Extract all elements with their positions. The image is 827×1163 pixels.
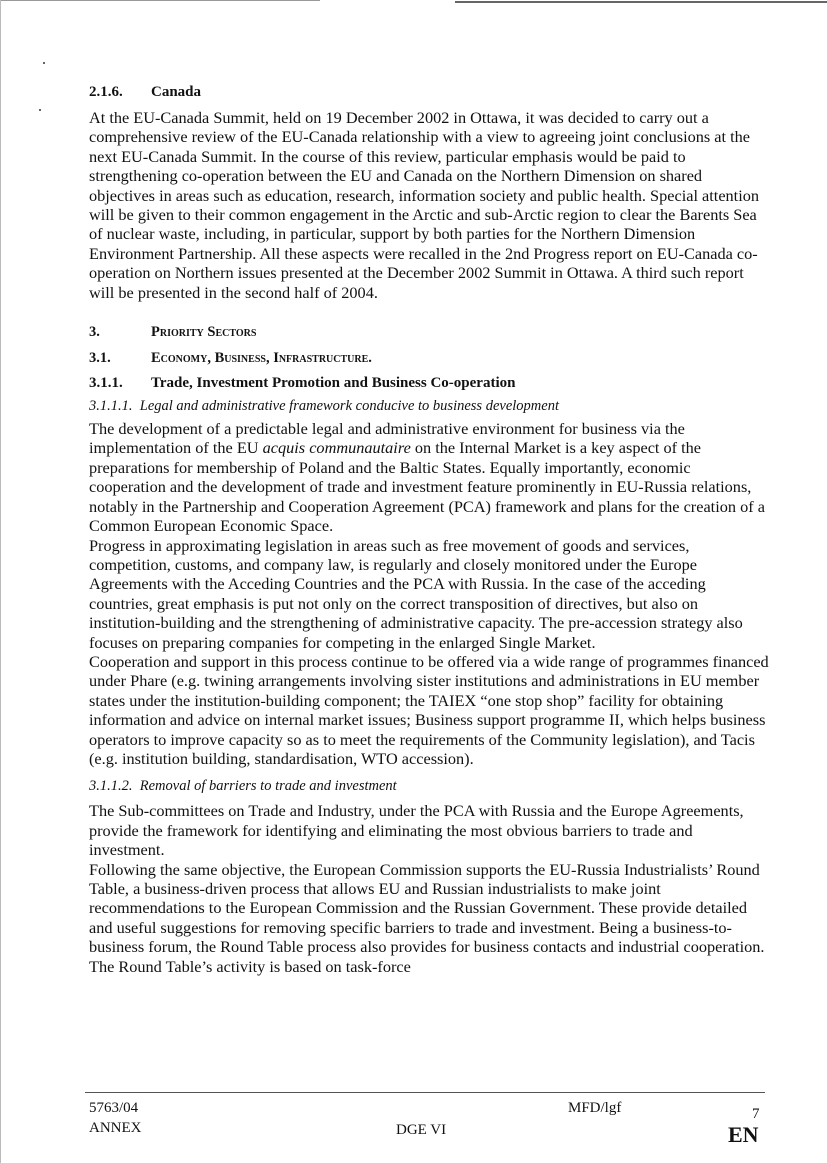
paragraph-legal-framework	[89, 419, 771, 535]
paragraph-text: The development of a predictable legal and administrative environment for business via the implementation of the EU	[89, 419, 685, 458]
heading-number: 3.	[89, 324, 100, 341]
heading-title: Economy, Business, Infrastructure.	[151, 350, 372, 367]
heading-3-1-1-2: 3.1.1.2. Removal of barriers to trade and investment	[89, 778, 397, 795]
footer-doc-number: 5763/04	[89, 1100, 139, 1116]
scan-line	[0, 0, 320, 1]
scan-line	[455, 1, 827, 3]
heading-number: 3.1.	[89, 350, 111, 367]
footer-page-number: 7	[752, 1106, 760, 1122]
latin-term: acquis communautaire	[262, 438, 411, 458]
heading-number: 3.1.1.	[89, 375, 123, 392]
paragraph-round-table: Following the same objective, the European Commission supports the EU-Russia Industrialists’ Round Table, a business-driven process that allows EU and Russian industrialists to make joint recommendations to the European Commission and the Russian Government. These provide detailed and useful suggestions for removing specific barriers to trade and investment. Being a business-to-business forum, the Round Table process also provides for business contacts and industrial cooperation. The Round Table’s activity is based on task-force	[89, 859, 765, 976]
footer-initials: MFD/lgf	[568, 1100, 622, 1116]
document-body	[89, 84, 771, 976]
heading-number: 2.1.6.	[89, 84, 123, 100]
footer-annex: ANNEX	[89, 1120, 142, 1136]
scan-top-edge	[0, 0, 827, 6]
heading-3-1-1-1: 3.1.1.1. Legal and administrative framework conducive to business development	[89, 398, 559, 415]
footer-rule	[85, 1092, 765, 1093]
scan-left-edge	[0, 0, 1, 1163]
paragraph-canada: At the EU-Canada Summit, held on 19 December 2002 in Ottawa, it was decided to carry out a comprehensive review of the EU-Canada relationship with a view to agreeing joint conclusions at the next EU-Canada Summit. In the course of this review, particular emphasis would be paid to strengthening co-operation between the EU and Canada on the Northern Dimension on shared objectives in areas such as education, research, information society and public health. Special attention will be given to their common engagement in the Arctic and sub-Arctic region to clear the Barents Sea of nuclear waste, including, in particular, support by both parties for the Northern Dimension Environment Partnership. All these aspects were recalled in the 2nd Progress report on EU-Canada co-operation on Northern issues presented at the December 2002 Summit in Ottawa. A third such report will be presented in the second half of 2004.	[89, 108, 760, 302]
footer-language: EN	[728, 1122, 759, 1147]
heading-3-1	[89, 350, 771, 367]
heading-3-1-1	[89, 375, 771, 392]
paragraph-text: on the Internal Market is a key aspect of the preparations for membership of Poland and the Baltic States. Equally importantly, economic cooperation and the development of trade and investment feature prominently in EU-Russia relations, notably in the Partnership and Cooperation Agreement (PCA) framework and plans for the creation of a Common European Economic Space.	[89, 438, 765, 536]
scan-speck	[39, 109, 41, 111]
paragraph-approximation: Progress in approximating legislation in areas such as free movement of goods and services, competition, customs, and company law, is regularly and closely monitored under the Europe Agreements with the Acceding Countries and the PCA with Russia. In the case of the acceding countries, great emphasis is put not only on the correct transposition of directives, but also on institution-building and the strengthening of administrative capacity. The pre-accession strategy also focuses on preparing companies for competing in the enlarged Single Market.	[89, 535, 743, 652]
paragraph-cooperation-support: Cooperation and support in this process continue to be offered via a wide range of programmes financed under Phare (e.g. twining arrangements involving sister institutions and administrations in EU member states under the institution-building component; the TAIEX “one stop shop” facility for obtaining information and advice on internal market issues; Business support programme II, which helps business operators to improve capacity so as to meet the requirements of the Community legislation), and Tacis (e.g. institution building, standardisation, WTO accession).	[89, 651, 769, 768]
paragraph-subcommittees: The Sub-committees on Trade and Industry, under the PCA with Russia and the Europe Agreements, provide the framework for identifying and eliminating the most obvious barriers to trade and investment.	[89, 801, 744, 860]
heading-2-1-6	[89, 84, 771, 101]
footer-dept: DGE VI	[396, 1122, 447, 1138]
heading-title: Canada	[151, 84, 202, 100]
scan-speck	[43, 62, 45, 64]
heading-title: Trade, Investment Promotion and Business Co-operation	[151, 375, 516, 392]
heading-title: Priority Sectors	[151, 324, 257, 341]
heading-3	[89, 324, 771, 341]
